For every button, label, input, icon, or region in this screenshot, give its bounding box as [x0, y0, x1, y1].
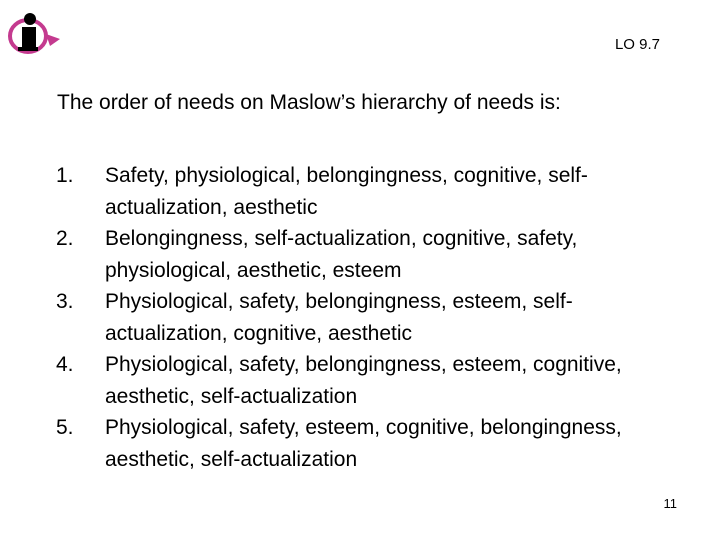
option-number: 5. [56, 416, 74, 439]
option-number: 1. [56, 164, 74, 187]
page-number: 11 [663, 496, 677, 511]
option-number: 2. [56, 227, 74, 250]
option-number: 3. [56, 290, 74, 313]
answer-option [56, 160, 656, 223]
option-text: Belongingness, self-actualization, cognitive, safety, physiological, aesthetic, esteem [105, 227, 578, 282]
question-text: The order of needs on Maslow’s hierarchy of needs is: [57, 91, 561, 114]
option-text: Safety, physiological, belongingness, cognitive, self-actualization, aesthetic [105, 164, 588, 219]
option-text: Physiological, safety, esteem, cognitive, belongingness, aesthetic, self-actualization [105, 416, 622, 471]
answer-option [56, 223, 656, 286]
answer-option [56, 349, 656, 412]
option-number: 4. [56, 353, 74, 376]
info-i-logo-icon [6, 10, 62, 58]
option-text: Physiological, safety, belongingness, esteem, self-actualization, cognitive, aesthetic [105, 290, 573, 345]
answer-option [56, 412, 656, 475]
option-text: Physiological, safety, belongingness, esteem, cognitive, aesthetic, self-actualization [105, 353, 622, 408]
answer-options-list [56, 160, 656, 475]
learning-objective-label: LO 9.7 [614, 36, 660, 53]
answer-option [56, 286, 656, 349]
